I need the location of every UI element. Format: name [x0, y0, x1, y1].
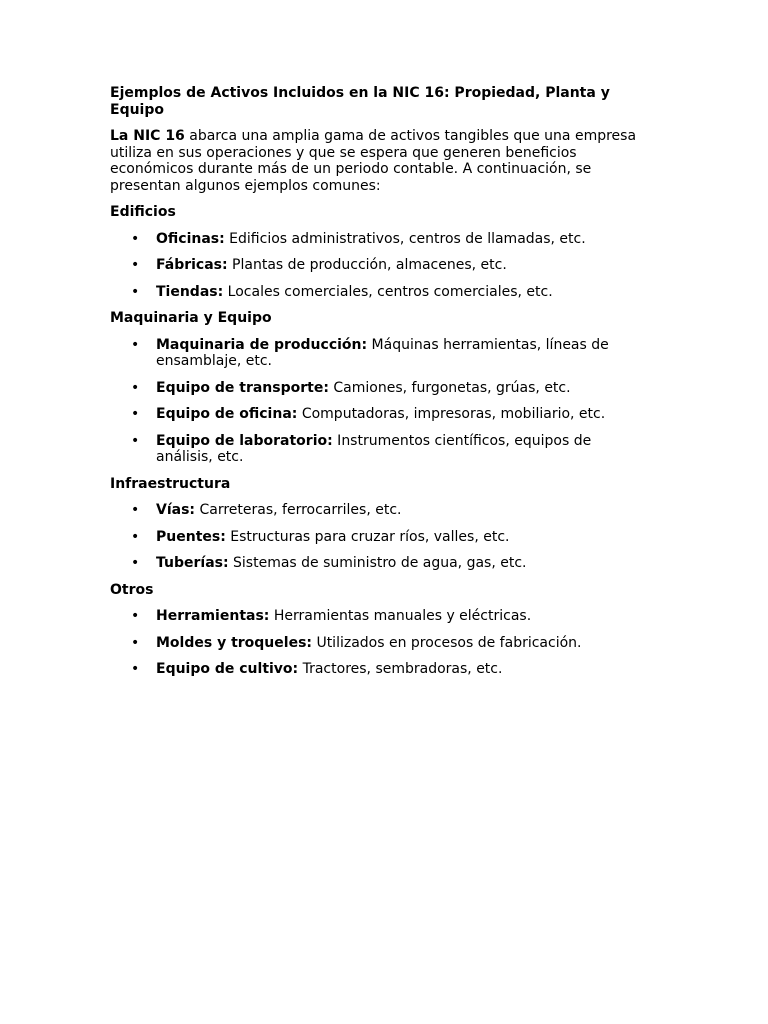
item-term: Moldes y troqueles: [156, 634, 312, 651]
bullet-icon: • [131, 257, 140, 273]
bullet-icon: • [131, 661, 140, 677]
item-description: Edificios administrativos, centros de llamadas, etc. [224, 230, 586, 247]
item-description: Herramientas manuales y eléctricas. [269, 608, 532, 624]
item-description: Computadoras, impresoras, mobiliario, etc. [297, 406, 606, 422]
list-item [110, 555, 650, 572]
section-list-edificios [110, 231, 650, 301]
item-term: Tiendas: [156, 283, 224, 300]
list-item [110, 257, 650, 274]
item-description: Plantas de producción, almacenes, etc. [227, 257, 507, 273]
item-term: Maquinaria de producción: [156, 336, 368, 353]
item-term: Vías: [156, 502, 196, 518]
item-description: Utilizados en procesos de fabricación. [312, 634, 582, 651]
document-body [110, 85, 650, 688]
item-description: Carreteras, ferrocarriles, etc. [195, 502, 402, 518]
section-heading-edificios: Edificios [110, 204, 176, 220]
intro-paragraph [110, 128, 650, 194]
list-item [110, 635, 650, 652]
bullet-icon: • [131, 379, 140, 396]
bullet-icon: • [131, 502, 140, 518]
list-item [110, 529, 650, 546]
intro-text: abarca una amplia gama de activos tangibles que una empresa utiliza en sus operaciones y que se espera que generen beneficios económicos durante más de un periodo contable. A continuación, se presentan algunos ejemplos comunes: [110, 128, 637, 194]
item-description: Estructuras para cruzar ríos, valles, etc. [225, 528, 510, 545]
list-item [110, 231, 650, 248]
item-description: Camiones, furgonetas, grúas, etc. [328, 379, 571, 396]
item-description: Instrumentos científicos, equipos de análisis, etc. [156, 432, 592, 465]
item-term: Equipo de oficina: [156, 406, 298, 422]
list-item [110, 661, 650, 678]
item-description: Tractores, sembradoras, etc. [298, 661, 503, 677]
item-description: Máquinas herramientas, líneas de ensamblaje, etc. [156, 336, 609, 369]
list-item [110, 380, 650, 397]
list-item [110, 337, 650, 370]
item-term: Tuberías: [156, 555, 229, 571]
item-term: Fábricas: [156, 257, 228, 273]
list-item [110, 433, 650, 466]
bullet-icon: • [131, 283, 140, 300]
item-term: Equipo de laboratorio: [156, 432, 333, 449]
item-description: Sistemas de suministro de agua, gas, etc. [228, 555, 527, 571]
item-term: Equipo de transporte: [156, 379, 329, 396]
section-heading-infraestructura: Infraestructura [110, 475, 231, 492]
section-list-maquinaria [110, 337, 650, 466]
list-item [110, 284, 650, 301]
bullet-icon: • [131, 555, 140, 571]
list-item [110, 608, 650, 625]
item-term: Puentes: [156, 528, 226, 545]
bullet-icon: • [131, 230, 140, 247]
section-list-otros [110, 608, 650, 678]
document-title: Ejemplos de Activos Incluidos en la NIC 16: Propiedad, Planta y Equipo [110, 85, 610, 118]
section-heading-maquinaria: Maquinaria y Equipo [110, 310, 272, 326]
section-heading-otros: Otros [110, 581, 154, 598]
item-term: Equipo de cultivo: [156, 661, 299, 677]
list-item [110, 502, 650, 519]
intro-lead: La NIC 16 [110, 128, 185, 144]
item-term: Oficinas: [156, 230, 225, 247]
bullet-icon: • [131, 336, 140, 353]
bullet-icon: • [131, 608, 140, 624]
bullet-icon: • [131, 432, 140, 449]
section-list-infraestructura [110, 502, 650, 572]
item-term: Herramientas: [156, 608, 270, 624]
item-description: Locales comerciales, centros comerciales, etc. [223, 283, 553, 300]
bullet-icon: • [131, 406, 140, 422]
bullet-icon: • [131, 528, 140, 545]
bullet-icon: • [131, 634, 140, 651]
list-item [110, 406, 650, 423]
